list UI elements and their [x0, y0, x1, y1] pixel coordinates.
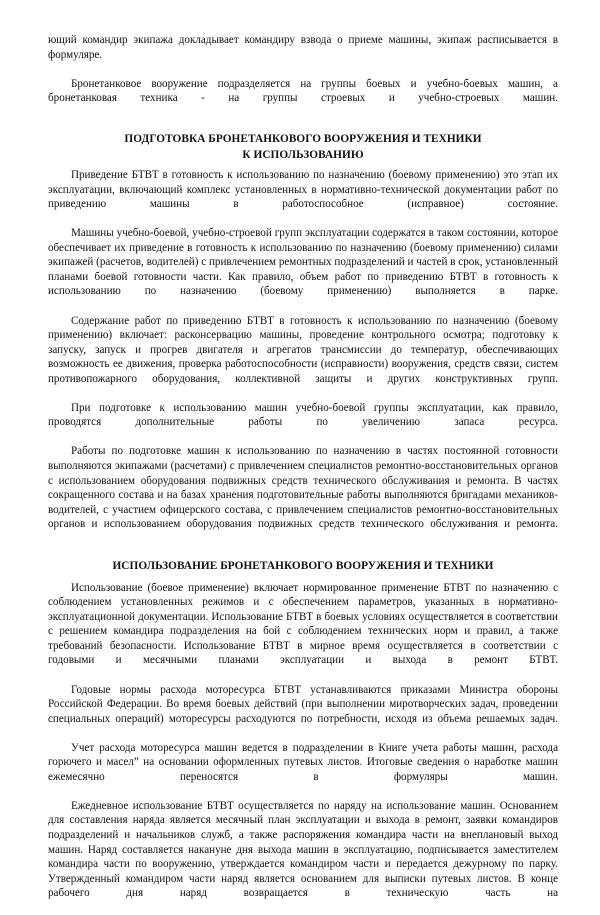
paragraph-additional-works: При подготовке к использованию машин учебно-боевой группы эксплуатации, как правило, проводятся дополнительные работы по увеличению запаса ресурса. [48, 401, 558, 429]
paragraph-continued-crew-commander: ющий командир экипажа докладывает командиру взвода о приеме машины, экипаж расписывается в формуляре. [48, 34, 558, 61]
paragraph-permanent-readiness-units: Работы по подготовке машин к использованию по назначению в частях постоянной готовности выполняются экипажами (расчетами) с привлечением специалистов ремонтно-восстановительных органов с использованием оборудования подвижных средств технического обслуживания и ремонта. В частях сокращенного состава и на базах хранения подготовительные работы выполняются бригадами механиков-водителей, с участием офицерского состава, с привлечением специалистов ремонтно-восстановительных органов и использованием оборудования подвижных средств технического обслуживания и ремонта. [48, 445, 558, 531]
heading-preparation [48, 132, 558, 163]
heading-usage [48, 559, 558, 574]
document-body [48, 33, 558, 915]
heading-preparation-line-2: К ИСПОЛЬЗОВАНИЮ [242, 148, 364, 161]
paragraph-armor-weapon-groups: Бронетанковое вооружение подразделяется на группы боевых и учебно-боевых машин, а бронетанковая техника - на группы строевых и учебно-строевых машин. [48, 77, 558, 105]
paragraph-daily-usage-order: Ежедневное использование БТВТ осуществляется по наряду на использование машин. Основанием для составления наряда является месячный план эксплуатации и выхода в ремонт, заявки командиров подразделений и начальников служб, а также распоряжения командира части на внеплановый выход машин. Наряд составляется накануне дня выхода машин в эксплуатацию, подписывается заместителем командира части по вооружению, утверждается командиром части и передается дежурному по парку. Утвержденный командиром части наряд является основанием для выписки путевых листов. В конце рабочего дня наряд возвращается в техническую часть на [48, 799, 558, 900]
paragraph-btvt-readiness: Приведение БТВТ в готовность к использованию по назначению (боевому применению) это этап их эксплуатации, включающий комплекс установленных в нормативно-технической документации работ по приведению машины в работоспособное (исправное) состояние. [48, 169, 558, 211]
paragraph-usage-definition: Использование (боевое применение) включает нормированное применение БТВТ по назначению с соблюдением установленных режимов и с обеспечением параметров, указанных в нормативно-эксплуатационной документации. Использование БТВТ в боевых условиях осуществляется в соответствии с решением командира подразделения на бой с соблюдением технических норм и правил, а также требований безопасности. Использование БТВТ в мирное время осуществляется в соответствии с годовыми и месячными планами эксплуатации и выхода в ремонт БТВТ. [48, 581, 558, 667]
paragraph-annual-motor-resource: Годовые нормы расхода моторесурса БТВТ устанавливаются приказами Министра обороны Российской Федерации. Во время боевых действий (при выполнении миротворческих задач, проведении специальных операций) моторесурсы расходуются по потребности, исходя из объема решаемых задач. [48, 683, 558, 725]
heading-preparation-line-1: ПОДГОТОВКА БРОНЕТАНКОВОГО ВООРУЖЕНИЯ И ТЕХНИКИ [124, 133, 482, 146]
heading-usage-line-1: ИСПОЛЬЗОВАНИЕ БРОНЕТАНКОВОГО ВООРУЖЕНИЯ И ТЕХНИКИ [112, 560, 494, 573]
heading-spacer-before [48, 120, 558, 132]
paragraph-motor-resource-accounting: Учет расхода моторесурса машин ведется в подразделении в Книге учета работы машин, расхода горючего и масел” на основании оформленных путевых листов. Итоговые сведения о наработке машин ежемесячно переносятся в формуляры машин. [48, 741, 558, 783]
paragraph-work-content: Содержание работ по приведению БТВТ в готовность к использованию по назначению (боевому применению) включает: расконсервацию машины, проведение контрольного осмотра; подготовку к запуску, запуск и прогрев двигателя и агрегатов трансмиссии до температур, обеспечивающих возможность ее движения, проверка работоспособности (исправности) вооружения, средств связи, систем противопожарного оборудования, коллективной защиты и других конструктивных групп. [48, 314, 558, 385]
paragraph-training-combat-groups: Машины учебно-боевой, учебно-строевой групп эксплуатации содержатся в таком состоянии, которое обеспечивает их приведение в готовность к использованию по назначению (боевому применению) силами экипажей (расчетов, водителей) с привлечением ремонтных подразделений и частей в срок, установленный планами боевой готовности части. Как правило, объем работ по приведению БТВТ в готовность к использованию по назначению (боевому применению) выполняется в парке. [48, 227, 558, 298]
heading-spacer-before [48, 546, 558, 559]
